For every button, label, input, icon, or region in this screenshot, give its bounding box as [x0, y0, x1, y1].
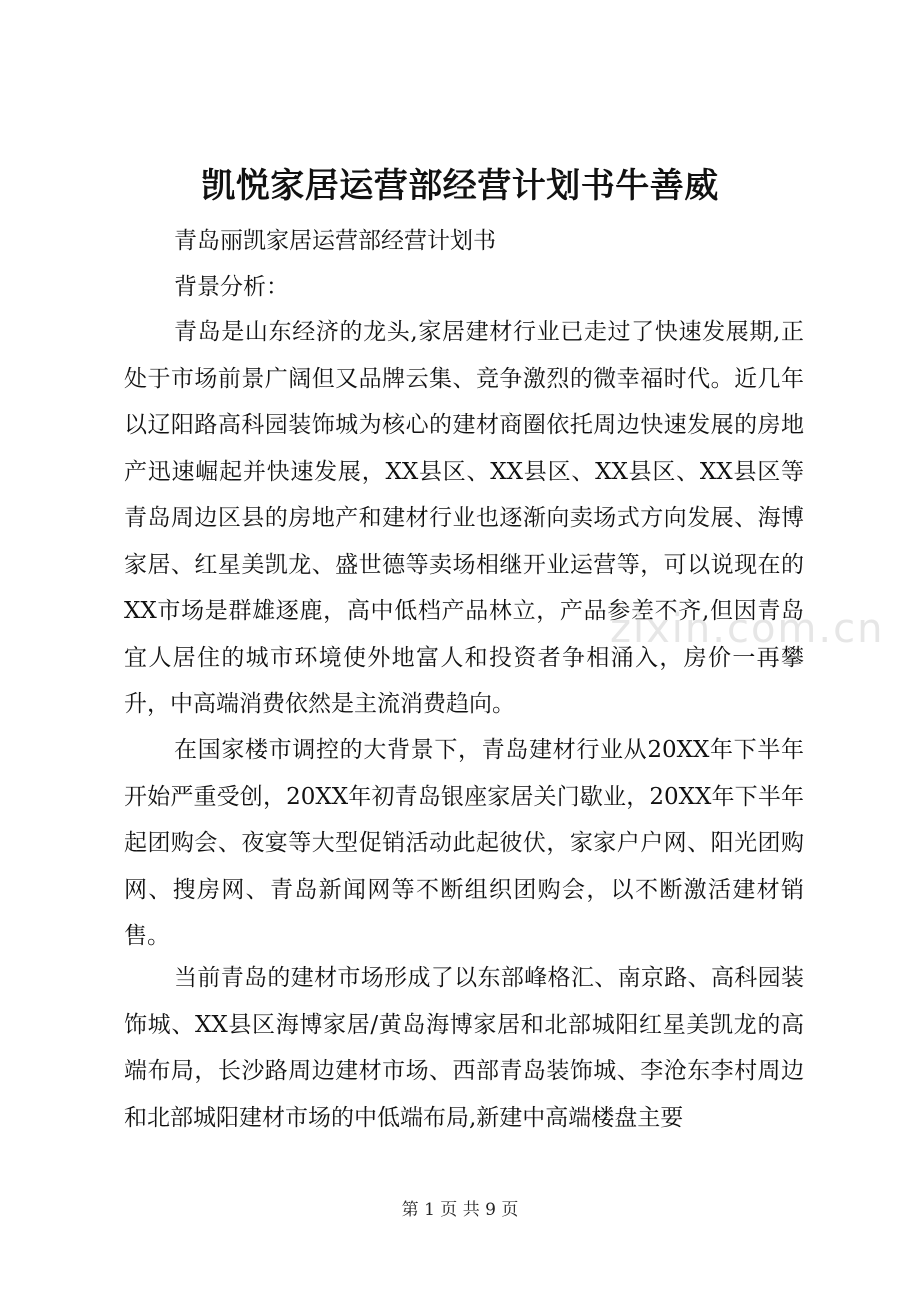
- document-subtitle: 青岛丽凯家居运营部经营计划书: [174, 228, 496, 254]
- document-title: 凯悦家居运营部经营计划书牛善威: [201, 166, 719, 206]
- page-footer: 第 1 页 共 9 页: [401, 1200, 519, 1220]
- paragraph-1: 青岛是山东经济的龙头,家居建材行业已走过了快速发展期,正处于市场前景广阔但又品牌云集、竞争激烈的微幸福时代。近几年以辽阳路高科园装饰城为核心的建材商圈依托周边快速发展的房地产迅速崛起并快速发展，XX县区、XX县区、XX县区、XX县区等青岛周边区县的房地产和建材行业也逐渐向卖场式方向发展、海博家居、红星美凯龙、盛世德等卖场相继开业运营等，可以说现在的XX市场是群雄逐鹿，高中低档产品林立，产品参差不齐,但因青岛宜人居住的城市环境使外地富人和投资者争相涌入，房价一再攀升，中高端消费依然是主流消费趋向。: [124, 319, 804, 717]
- section-heading: 背景分析：: [174, 274, 289, 300]
- paragraph-2: 在国家楼市调控的大背景下，青岛建材行业从20XX年下半年开始严重受创，20XX年初青岛银座家居关门歇业，20XX年下半年起团购会、夜宴等大型促销活动此起彼伏，家家户户网、阳光团购网、搜房网、青岛新闻网等不断组织团购会，以不断激活建材销售。: [124, 737, 804, 949]
- site-watermark: zixin.com.cn: [610, 606, 885, 652]
- paragraph-3: 当前青岛的建材市场形成了以东部峰格汇、南京路、高科园装饰城、XX县区海博家居/黄岛海博家居和北部城阳红星美凯龙的高端布局，长沙路周边建材市场、西部青岛装饰城、李沧东李村周边和北部城阳建材市场的中低端布局,新建中高端楼盘主要: [124, 965, 804, 1131]
